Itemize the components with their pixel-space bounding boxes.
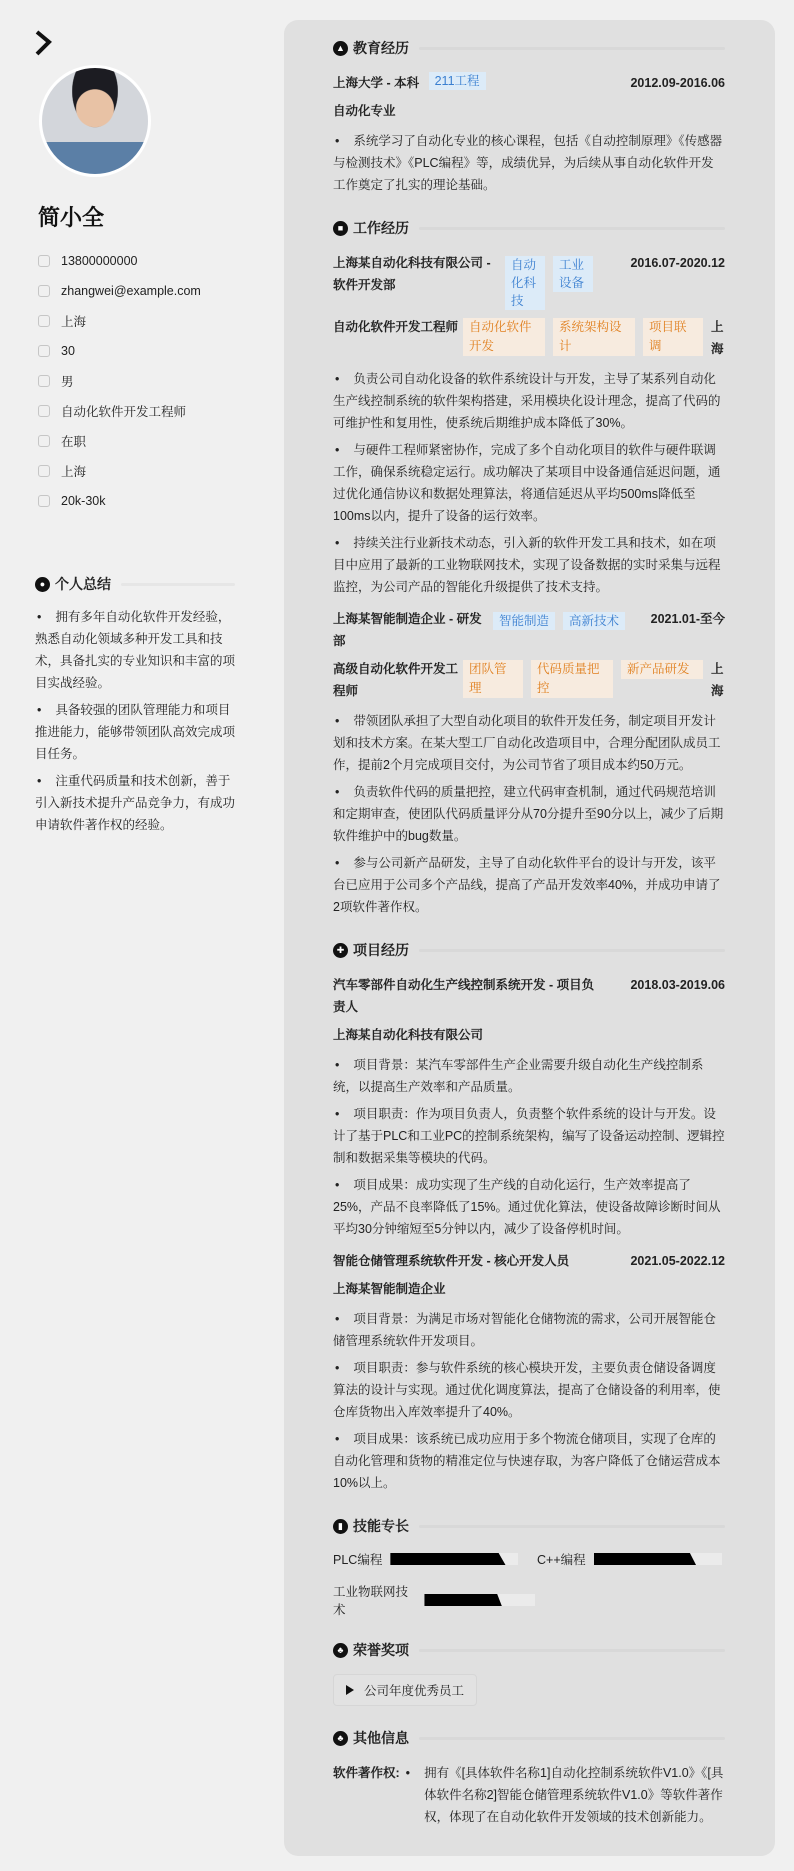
- project-detail-item: • 项目背景：为满足市场对智能化仓储物流的需求，公司开展智能仓储管理系统软件开发项目。: [333, 1308, 725, 1352]
- divider: [419, 227, 725, 230]
- project-header: [333, 974, 725, 1018]
- honors-section: [333, 1640, 725, 1706]
- summary-item: • 注重代码质量和技术创新，善于引入新技术提升产品竞争力，有成功申请软件著作权的经验。: [35, 770, 235, 836]
- company-tag: 智能制造: [493, 612, 555, 630]
- graduation-cap-icon: ▲: [333, 41, 348, 56]
- role-row: [333, 316, 725, 360]
- other-section: [333, 1728, 725, 1828]
- job-detail-item: • 持续关注行业新技术动态，引入新的软件开发工具和技术，如在项目中应用了最新的工业物联网技术，实现了设备数据的实时采集与远程监控，为公司产品的智能化升级提供了技术支持。: [333, 532, 725, 598]
- job-date: 2021.01-至今: [650, 612, 725, 626]
- contact-text: 在职: [61, 435, 87, 449]
- contact-row: [35, 426, 235, 456]
- job-detail-item: • 参与公司新产品研发，主导了自动化软件平台的设计与开发，该平台已应用于公司多个产品线，提高了产品开发效率40%，并成功申请了2项软件著作权。: [333, 852, 725, 918]
- skill-name: PLC编程: [333, 1553, 383, 1567]
- contact-text: 上海: [61, 315, 87, 329]
- project-list: [333, 974, 725, 1494]
- divider: [419, 1649, 725, 1652]
- copyright-label: 软件著作权:: [333, 1766, 400, 1780]
- mail-icon: [38, 285, 50, 297]
- company-tag: 自动化科技: [505, 256, 545, 310]
- company-tag: 工业设备: [553, 256, 593, 292]
- project-name: 智能仓储管理系统软件开发 - 核心开发人员: [333, 1254, 570, 1268]
- caret-right-icon: [346, 1685, 354, 1695]
- job-details: [333, 710, 725, 918]
- divider: [419, 949, 725, 952]
- job-detail-item: • 带领团队承担了大型自动化项目的软件开发任务，制定项目开发计划和技术方案。在某大型工厂自动化改造项目中，合理分配团队成员工作，提前2个月完成项目交付，为公司节省了项目成本约50万元。: [333, 710, 725, 776]
- home-icon: [38, 315, 50, 327]
- major: 自动化专业: [333, 104, 396, 118]
- skill-bar-fill: [424, 1594, 501, 1606]
- skill-bar: [390, 1553, 518, 1565]
- education-heading: ▲ 教育经历: [333, 38, 725, 58]
- project-date: 2018.03-2019.06: [630, 978, 725, 992]
- project-date: 2021.05-2022.12: [630, 1254, 725, 1268]
- education-details: [333, 130, 725, 196]
- skill-bar: [594, 1553, 722, 1565]
- logo-chevron-icon: [35, 30, 55, 58]
- skill-item: [333, 1582, 535, 1618]
- skill-bar-fill: [390, 1553, 505, 1565]
- resume-main-card: [284, 20, 775, 1856]
- divider: [419, 1525, 725, 1528]
- role-tags: [463, 316, 711, 356]
- company-name: 上海某自动化科技有限公司 - 软件开发部: [333, 256, 491, 292]
- project-detail-item: • 项目成果：该系统已成功应用于多个物流仓储项目，实现了仓库的自动化管理和货物的精准定位与快速存取，为客户降低了仓储运营成本10%以上。: [333, 1428, 725, 1494]
- contact-text: 上海: [61, 465, 87, 479]
- work-heading: ■ 工作经历: [333, 218, 725, 238]
- contact-text: zhangwei@example.com: [61, 284, 201, 298]
- school-tag: 211工程: [429, 72, 486, 90]
- contact-row: [35, 336, 235, 366]
- divider: [419, 1737, 725, 1740]
- role-tag: 代码质量把控: [531, 660, 613, 698]
- project-details: [333, 1308, 725, 1494]
- chart-icon: ▮: [333, 1519, 348, 1534]
- contact-text: 30: [61, 344, 75, 358]
- job-list: [333, 252, 725, 918]
- company-tags: [495, 252, 630, 310]
- briefcase-icon: ■: [333, 221, 348, 236]
- skill-bar: [424, 1594, 535, 1606]
- role-tag: 项目联调: [643, 318, 703, 356]
- project-company: 上海某智能制造企业: [333, 1282, 446, 1296]
- project-entry: [333, 974, 725, 1240]
- project-header: [333, 1250, 725, 1272]
- skill-bar-fill: [594, 1553, 696, 1565]
- role-title: 高级自动化软件开发工程师: [333, 662, 459, 698]
- other-heading: ♣ 其他信息: [333, 1728, 725, 1748]
- honors-heading: ♣ 荣誉奖项: [333, 1640, 725, 1660]
- role-tag: 系统架构设计: [553, 318, 635, 356]
- summary-heading: ● 个人总结: [35, 574, 235, 594]
- award-item[interactable]: 公司年度优秀员工: [333, 1674, 477, 1706]
- sidebar: [35, 30, 235, 841]
- summary-list: [35, 606, 235, 836]
- cake-icon: [38, 345, 50, 357]
- grid-icon: ✚: [333, 943, 348, 958]
- role-row: [333, 658, 725, 702]
- summary-item: • 拥有多年自动化软件开发经验，熟悉自动化领域多种开发工具和技术，具备扎实的专业知识和丰富的项目实战经验。: [35, 606, 235, 694]
- education-header: [333, 72, 725, 94]
- contact-row: [35, 366, 235, 396]
- contact-text: 13800000000: [61, 254, 138, 268]
- building-icon: [38, 465, 50, 477]
- skill-item: [333, 1550, 535, 1568]
- projects-section: [333, 940, 725, 1494]
- divider: [419, 47, 725, 50]
- role-tag: 新产品研发: [621, 660, 703, 679]
- avatar: [39, 65, 151, 177]
- contact-row: [35, 276, 235, 306]
- work-section: [333, 218, 725, 918]
- company-tags: [483, 608, 651, 634]
- project-detail-item: • 项目成果：成功实现了生产线的自动化运行，生产效率提高了25%，产品不良率降低了15%。通过优化算法，使设备故障诊断时间从平均30分钟缩短至5分钟以内，减少了设备停机时间。: [333, 1174, 725, 1240]
- education-section: [333, 38, 725, 196]
- contact-row: [35, 456, 235, 486]
- role-tag: 团队管理: [463, 660, 523, 698]
- contact-row: [35, 306, 235, 336]
- contact-text: 男: [61, 375, 74, 389]
- job-date: 2016.07-2020.12: [630, 256, 725, 270]
- send-icon: [38, 405, 50, 417]
- award-icon: ♣: [333, 1643, 348, 1658]
- money-icon: [38, 495, 50, 507]
- project-detail-item: • 项目背景：某汽车零部件生产企业需要升级自动化生产线控制系统，以提高生产效率和产品质量。: [333, 1054, 725, 1098]
- profile-name: 简小全: [38, 205, 105, 230]
- project-name: 汽车零部件自动化生产线控制系统开发 - 项目负责人: [333, 978, 595, 1014]
- info-icon: ♣: [333, 1731, 348, 1746]
- phone-icon: [38, 255, 50, 267]
- bullet: •: [405, 1766, 411, 1780]
- copyright-row: [333, 1762, 725, 1828]
- contact-row: [35, 486, 235, 516]
- divider: [121, 583, 235, 586]
- skills-heading: ▮ 技能专长: [333, 1516, 725, 1536]
- user-icon: ●: [35, 577, 50, 592]
- summary-item: • 具备较强的团队管理能力和项目推进能力，能够带领团队高效完成项目任务。: [35, 699, 235, 765]
- contact-list: [35, 246, 235, 516]
- job-detail-item: • 与硬件工程师紧密协作，完成了多个自动化项目的软件与硬件联调工作，确保系统稳定运行。成功解决了某项目中设备通信延迟问题，通过优化通信协议和数据处理算法，将通信延迟从平均500ms降低至100ms以内，提升了设备的运行效率。: [333, 439, 725, 527]
- project-detail-item: • 项目职责：参与软件系统的核心模块开发，主要负责仓储设备调度算法的设计与实现。通过优化调度算法，提高了仓储设备的利用率，使仓库货物出入库效率提升了40%。: [333, 1357, 725, 1423]
- contact-text: 自动化软件开发工程师: [61, 405, 187, 419]
- contact-row: [35, 396, 235, 426]
- job-entry: [333, 608, 725, 918]
- copyright-text: 拥有《[具体软件名称1]自动化控制系统软件V1.0》《[具体软件名称2]智能仓储管理系统软件V1.0》等软件著作权，体现了在自动化软件开发领域的技术创新能力。: [424, 1766, 724, 1824]
- project-details: [333, 1054, 725, 1240]
- job-header: [333, 608, 725, 652]
- company-name: 上海某智能制造企业 - 研发部: [333, 612, 482, 648]
- job-location: 上海: [711, 662, 724, 698]
- role-tags: [463, 658, 711, 698]
- project-company: 上海某自动化科技有限公司: [333, 1028, 484, 1042]
- education-item: • 系统学习了自动化专业的核心课程，包括《自动控制原理》《传感器与检测技术》《PLC编程》等，成绩优异，为后续从事自动化软件开发工作奠定了扎实的理论基础。: [333, 130, 725, 196]
- skill-name: C++编程: [537, 1553, 586, 1567]
- role-title: 自动化软件开发工程师: [333, 320, 459, 334]
- contact-text: 20k-30k: [61, 494, 106, 508]
- status-icon: [38, 435, 50, 447]
- job-header: [333, 252, 725, 310]
- project-detail-item: • 项目职责：作为项目负责人，负责整个软件系统的设计与开发。设计了基于PLC和工业PC的控制系统架构，编写了设备运动控制、逻辑控制和数据采集等模块的代码。: [333, 1103, 725, 1169]
- job-entry: [333, 252, 725, 598]
- role-tag: 自动化软件开发: [463, 318, 545, 356]
- skills-section: [333, 1516, 725, 1618]
- skill-item: [537, 1550, 725, 1568]
- gender-icon: [38, 375, 50, 387]
- school-name: 上海大学 - 本科 211工程: [333, 72, 494, 94]
- projects-heading: ✚ 项目经历: [333, 940, 725, 960]
- skill-name: 工业物联网技术: [333, 1585, 409, 1617]
- project-entry: [333, 1250, 725, 1494]
- contact-row: [35, 246, 235, 276]
- job-detail-item: • 负责公司自动化设备的软件系统设计与开发，主导了某系列自动化生产线控制系统的软件架构搭建，采用模块化设计理念，提高了代码的可维护性和复用性，使系统后期维护成本降低了30%。: [333, 368, 725, 434]
- job-details: [333, 368, 725, 598]
- job-detail-item: • 负责软件代码的质量把控，建立代码审查机制，通过代码规范培训和定期审查，使团队代码质量评分从70分提升至90分以上，减少了后期软件维护中的bug数量。: [333, 781, 725, 847]
- skill-list: [333, 1550, 725, 1618]
- company-tag: 高新技术: [563, 612, 625, 630]
- education-date: 2012.09-2016.06: [630, 76, 725, 90]
- job-location: 上海: [711, 320, 724, 356]
